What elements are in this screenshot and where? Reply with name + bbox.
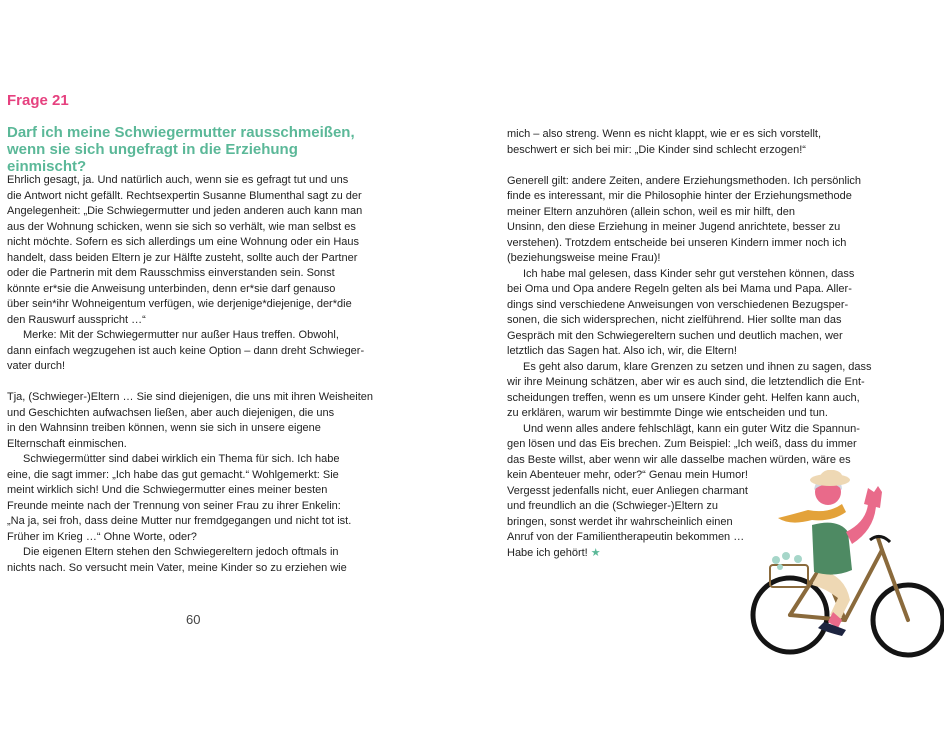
text-line: Ich habe mal gelesen, dass Kinder sehr gut verstehen können, dass — [523, 267, 855, 280]
text-line: Gespräch mit den Schwiegereltern suchen und deutlich machen, wer — [507, 329, 843, 342]
text-line: beschwert er sich bei mir: „Die Kinder sind schlecht erzogen!“ — [507, 143, 806, 156]
text-line: Merke: Mit der Schwiegermutter nur außer Haus treffen. Obwohl, — [23, 329, 339, 341]
paragraph-gap — [7, 375, 387, 391]
text-line: die Antwort nicht gefällt. Rechtsexpertin Susanne Blumenthal sagt zu der — [7, 189, 362, 202]
text-line: den Rauswurf ausspricht …“ — [7, 313, 146, 326]
text-line: Ehrlich gesagt, ja. Und natürlich auch, wenn sie es gefragt tut und uns — [7, 174, 349, 186]
text-line: meint wirklich sich! Und die Schwiegermutter eines meiner besten — [7, 484, 328, 496]
rider-legs — [812, 570, 850, 620]
heading-rest: rausschmeißen, — [236, 124, 355, 141]
text-line: scheidungen treffen, wenn es um unsere Kinder geht. Helfen kann auch, — [507, 391, 860, 404]
text-line: Es geht also darum, klare Grenzen zu setzen und ihnen zu sagen, dass — [523, 360, 872, 373]
text-line: über sein*ihr Wohneigentum verfügen, wie derjenige*diejenige, der*die — [7, 298, 352, 310]
rider-hat-crown — [818, 470, 842, 480]
page-number: 60 — [186, 612, 201, 627]
flowers — [772, 552, 802, 570]
text-line-content: Habe ich gehört! — [507, 546, 588, 559]
text-line: das Beste willst, aber wenn wir alle dasselbe machen würden, wäre es — [507, 453, 851, 466]
text-line: meiner Eltern anzuhören (allein schon, weil es mir hilft, den — [507, 205, 795, 218]
text-line: in den Wahnsinn treiben können, wenn sie sich in unsere eigene — [7, 422, 321, 434]
text-line: Elternschaft einmischen. — [7, 437, 127, 450]
text-line: nicht möchte. Sofern es sich allerdings um eine Wohnung oder ein Haus — [7, 236, 359, 248]
text-line: „Na ja, sei froh, dass deine Mutter nur fremdgegangen und nicht tot ist. — [7, 515, 352, 527]
grandmother-bicycle-illustration — [750, 470, 944, 670]
text-line: Anruf von der Familientherapeutin bekommen … — [507, 531, 745, 543]
text-line: sonen, die sich widersprechen, nicht zielführend. Hier sollte man das — [507, 314, 842, 326]
question-label: Frage 21 — [7, 92, 69, 109]
text-line: eine, die sagt immer: „Ich habe das gut gemacht.“ Wohlgemerkt: Sie — [7, 468, 339, 481]
text-line: mich – also streng. Wenn es nicht klappt, wie er es sich vorstellt, — [507, 128, 822, 140]
text-line: und Geschichten aufwachsen ließen, aber auch diejenigen, die uns — [7, 406, 335, 419]
text-line: bringen, sonst werdet ihr wahrscheinlich einen — [507, 515, 733, 528]
text-line: vater durch! — [7, 360, 66, 372]
paragraph-gap — [507, 158, 887, 174]
text-line: Tja, (Schwieger-)Eltern … Sie sind diejenigen, die uns mit ihren Weisheiten — [7, 391, 374, 403]
text-line: Angelegenheit: „Die Schwiegermutter und jeden anderen auch kann man — [7, 205, 363, 217]
text-line: dings sind verschiedene Anweisungen von verschiedenen Bezugsper- — [507, 298, 849, 311]
star-icon: ★ — [590, 546, 601, 559]
text-line: oder die Partnerin mit dem Rausschmiss einverstanden sein. Sonst — [7, 267, 335, 279]
text-line: finde es interessant, mir die Philosophie hinter der Erziehungsmethode — [507, 190, 852, 202]
text-line: Schwiegermütter sind dabei wirklich ein Thema für sich. Ich habe — [23, 453, 340, 465]
text-line: Früher im Krieg …“ Ohne Worte, oder? — [7, 530, 197, 543]
text-line: (beziehungsweise meine Frau)! — [507, 252, 661, 264]
text-line: zu erklären, warum wir bestimmte Dinge wie entscheiden und tun. — [507, 407, 828, 419]
text-line: dann einfach wegzugehen ist auch keine Option – dann dreht Schwieger- — [7, 344, 365, 357]
heading-line2: wenn sie sich ungefragt in die Erziehung einmischt? — [7, 141, 298, 175]
text-line: aus der Wohnung schicken, wenn sie sich so verhält, wie man selbst es — [7, 220, 356, 233]
heading-bold: Darf ich meine Schwiegermutter — [7, 124, 237, 141]
text-line: handelt, dass beiden Eltern je zur Hälfte zusteht, sollte auch der Partner — [7, 251, 358, 264]
question-heading — [7, 124, 377, 175]
text-line: verstehen). Trotzdem entscheide bei unseren Kindern immer noch ich — [507, 236, 847, 249]
text-line: Vergesst jedenfalls nicht, euer Anliegen charmant — [507, 484, 748, 497]
text-line: Freunde meinte nach der Trennung von seiner Frau zu ihrer Enkelin: — [7, 499, 341, 512]
text-line: könnte er*sie die Anweisung unterbinden, denn er*sie darf genauso — [7, 282, 336, 295]
text-line: Die eigenen Eltern stehen den Schwiegereltern jedoch oftmals in — [23, 546, 339, 558]
rider-scarf — [778, 504, 846, 523]
text-line: Generell gilt: andere Zeiten, andere Erziehungsmethoden. Ich persönlich — [507, 174, 862, 187]
text-line: und freundlich an die (Schwieger-)Eltern zu — [507, 500, 718, 512]
rider-hand — [864, 486, 882, 508]
text-line: bei Oma und Opa andere Regeln gelten als bei Mama und Papa. Aller- — [507, 283, 852, 295]
text-line: gen lösen und das Eis brechen. Zum Beispiel: „Ich weiß, dass du immer — [507, 438, 857, 450]
text-line: Und wenn alles andere fehlschlägt, kann ein guter Witz die Spannun- — [523, 422, 860, 435]
left-column — [7, 173, 387, 576]
text-line: wir ihre Meinung schätzen, aber wir es auch sind, die letztendlich die Ent- — [507, 376, 865, 388]
text-line: nichts nach. So versucht mein Vater, meine Kinder so zu erziehen wie — [7, 561, 347, 574]
text-line: kein Abenteuer mehr, oder?“ Genau mein Humor! — [507, 469, 748, 481]
rider-torso — [812, 523, 852, 575]
text-line: Unsinn, den diese Erziehung in meiner Jugend anrichtete, besser zu — [507, 221, 841, 233]
text-line: letztlich das Sagen hat. Also ich, wir, die Eltern! — [507, 345, 737, 357]
